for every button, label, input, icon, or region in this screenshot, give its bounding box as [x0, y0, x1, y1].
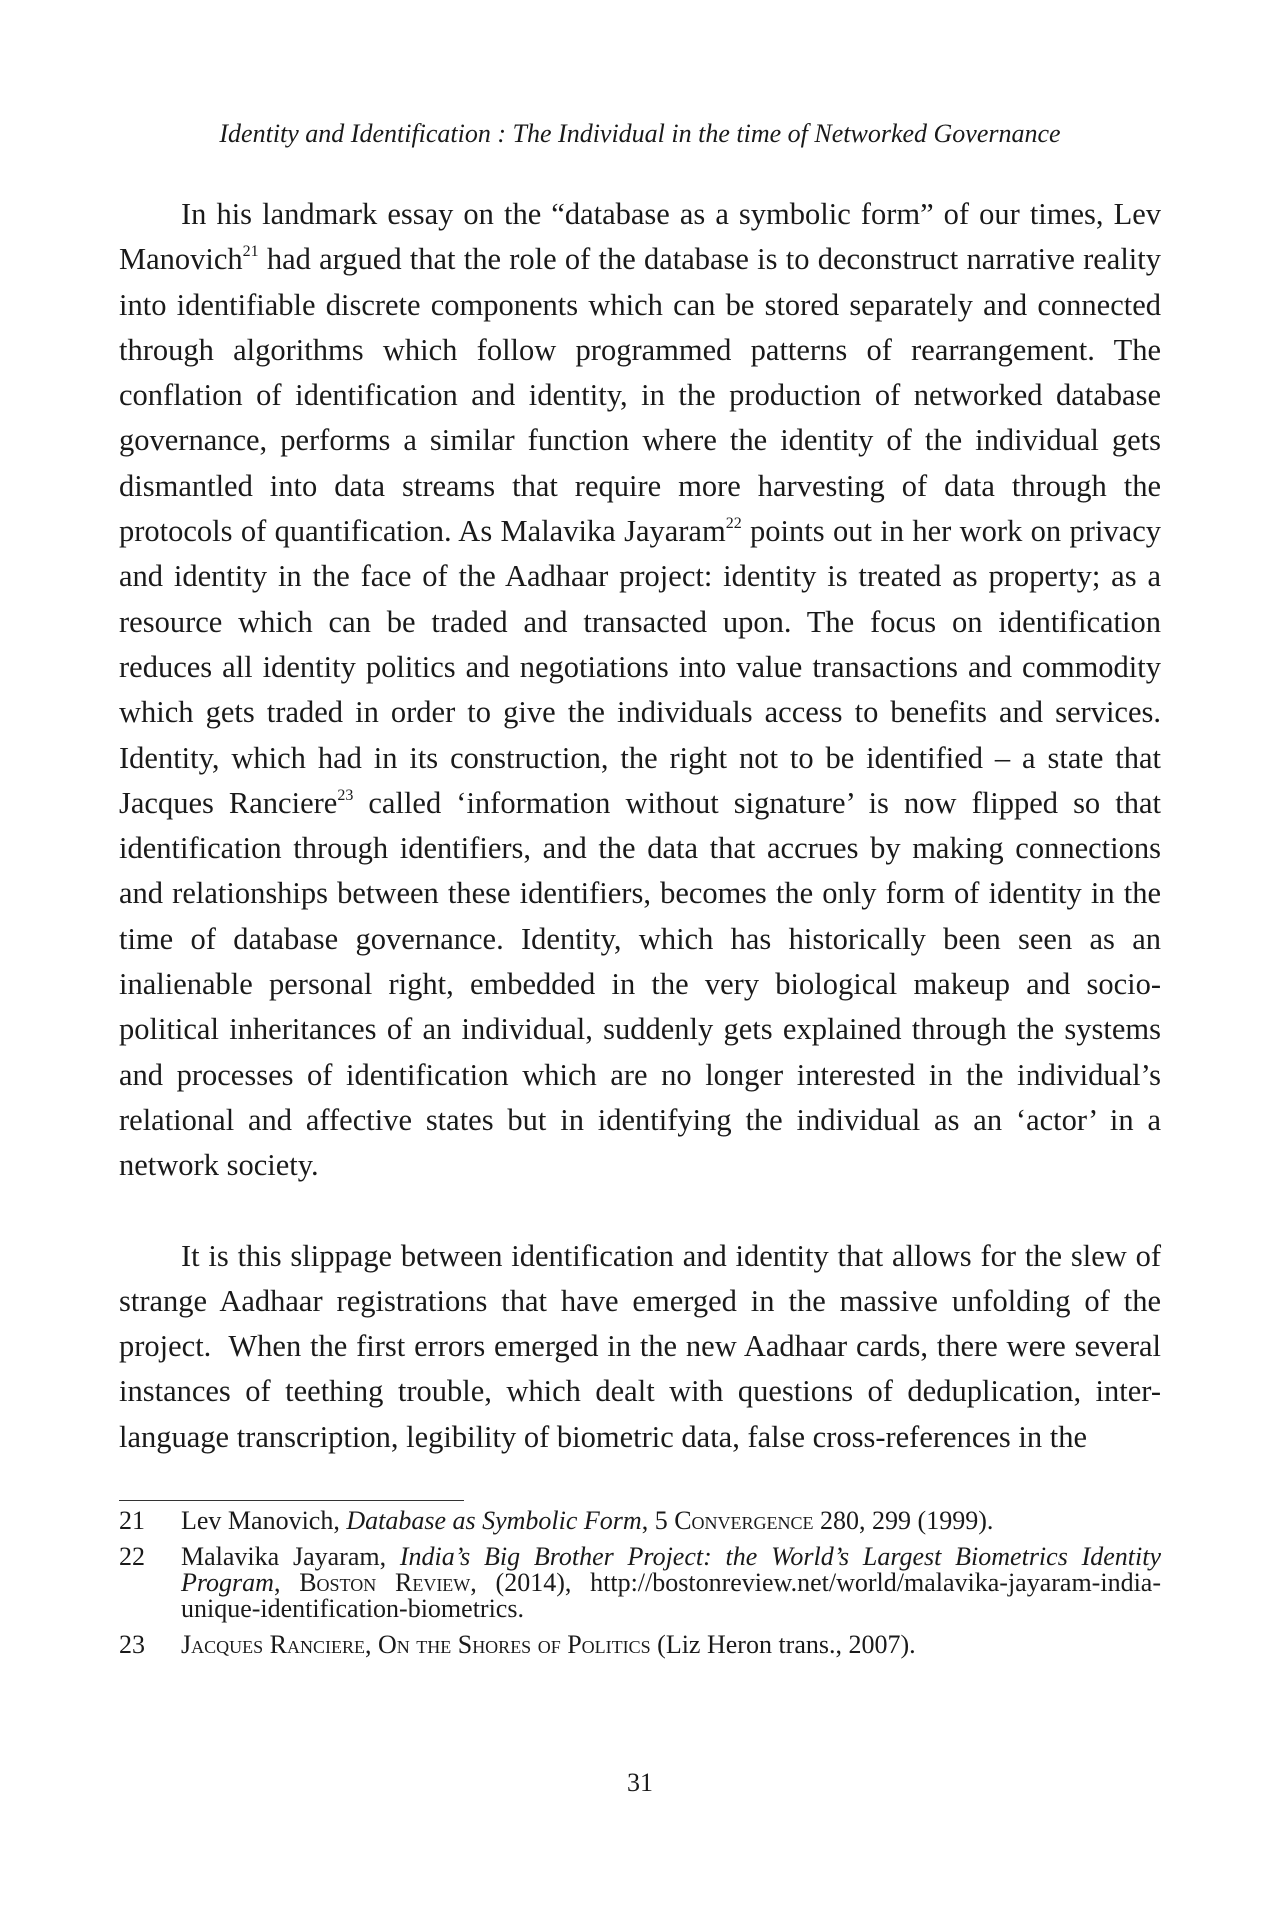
book-page: [119, 0, 1161, 1920]
footnote-21: [119, 1508, 1161, 1534]
footnote-citation: 280, 299 (1999).: [813, 1506, 994, 1535]
footnote-citation: (Liz Heron trans., 2007).: [650, 1630, 916, 1659]
paragraph-1-part-b: had argued that the role of the database is to deconstruct narrative reality into identifiable discrete components which can be stored separately and connected through algorithms which follow programmed patterns of rearrangement. The conflation of identification and identity, in the production of networked database governance, performs a similar function where the identity of the individual gets dismantled into data streams that require more harvesting of data through the protocols of quantification. As Malavika Jayaram: [119, 242, 1161, 549]
footnote-number: 23: [119, 1630, 145, 1659]
footnote-title: Database as Symbolic Form: [346, 1506, 642, 1535]
paragraph-1: [119, 192, 1161, 1189]
footnote-title: India’s Big Brother Project: the World’s Largest Biometrics Identity Program: [181, 1542, 1162, 1597]
paragraph-1-part-c: points out in her work on privacy and identity in the face of the Aadhaar project: identity is treated as property; as a resource which can be traded and transacted upon. The focus on identification reduces all identity politics and negotiations into value transactions and commodity which gets traded in order to give the individuals access to benefits and services. Identity, which had in its construction, the right not to be identified – a state that Jacques Ranciere: [119, 514, 1161, 820]
footnote-citation-url[interactable]: , (2014), http://bostonreview.net/world/malavika-jayaram-india-unique-identification-biometrics.: [181, 1568, 1161, 1623]
footnote-23: [119, 1632, 1161, 1658]
running-head: Identity and Identification : The Individual in the time of Networked Governance: [219, 119, 1061, 148]
footnote-separator: ,: [273, 1568, 300, 1597]
footnote-book: Jacques Ranciere, On the Shores of Politics: [181, 1630, 651, 1659]
body-text: [119, 192, 1161, 1460]
footnote-number: 21: [119, 1506, 145, 1535]
footnote-22: [119, 1544, 1161, 1622]
footnote-text: [181, 1508, 1161, 1534]
footnote-ref-22[interactable]: 22: [725, 515, 742, 533]
footnote-journal: Boston Review: [299, 1568, 471, 1597]
footnote-ref-21[interactable]: 21: [242, 243, 259, 261]
paragraph-1-part-d: called ‘information without signature’ is now flipped so that identification through identifiers, and the data that accrues by making connections and relationships between these identifiers, becomes the only form of identity in the time of database governance. Identity, which has historically been seen as an inalienable personal right, embedded in the very biological makeup and socio-political inheritances of an individual, suddenly gets explained through the systems and processes of identification which are no longer interested in the individual’s relational and affective states but in identifying the individual as an ‘actor’ in a network society.: [119, 785, 1161, 1183]
footnote-separator: , 5: [641, 1506, 675, 1535]
footnote-author: Malavika Jayaram,: [181, 1542, 400, 1571]
footnote-number: 22: [119, 1542, 145, 1571]
footnotes: [119, 1508, 1161, 1668]
footnote-author: Lev Manovich,: [181, 1506, 347, 1535]
footnote-ref-23[interactable]: 23: [337, 786, 354, 804]
footnote-text: [181, 1632, 1161, 1658]
footnote-text: [181, 1544, 1161, 1622]
paragraph-2: It is this slippage between identification and identity that allows for the slew of strange Aadhaar registrations that have emerged in the massive unfolding of the project. When the first errors emerged in the new Aadhaar cards, there were several instances of teething trouble, which dealt with questions of deduplication, inter-language transcription, legibility of biometric data, false cross-references in the: [119, 1238, 1161, 1454]
page-number: 31: [627, 1768, 653, 1797]
paragraph-1-part-a: In his landmark essay on the “database as a symbolic form” of our times, Lev Manovich: [119, 197, 1161, 277]
footnote-divider: [119, 1500, 464, 1501]
footnote-journal: Convergence: [674, 1506, 814, 1535]
